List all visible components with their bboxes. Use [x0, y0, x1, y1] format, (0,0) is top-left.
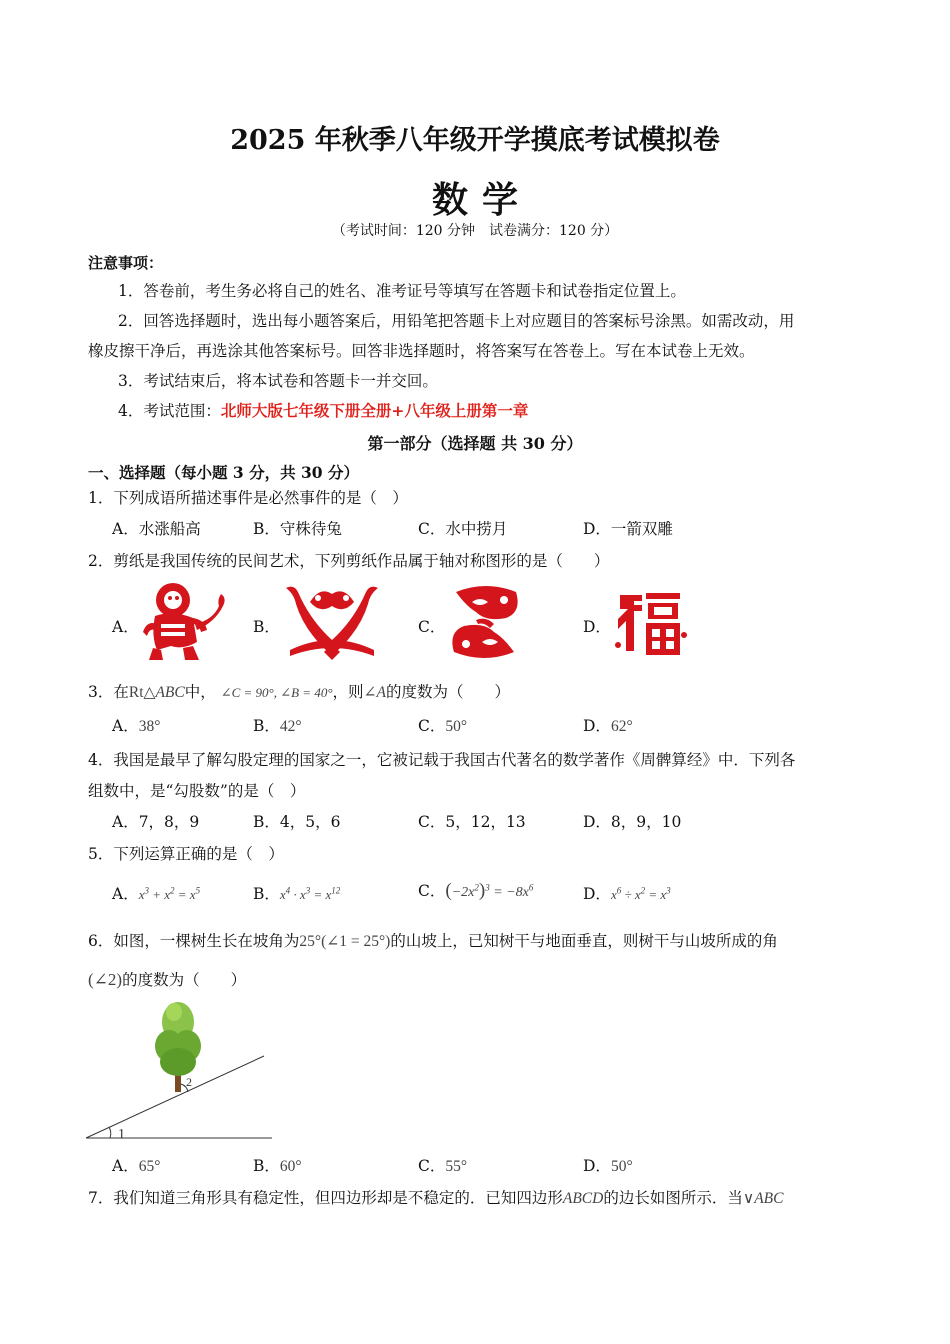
q6-option-a[interactable]: A．65°	[112, 1157, 161, 1175]
q3-option-a[interactable]: A．38°	[112, 717, 161, 735]
q1-option-b[interactable]: B．守株待兔	[253, 520, 342, 538]
q3-stem	[88, 680, 510, 702]
q5-option-c-expr: $(-2x^2)^3 = -8x^6$	[445, 880, 534, 901]
q6-angle-2: (∠2)	[88, 970, 123, 989]
q1-option-c[interactable]: C．水中捞月	[418, 520, 508, 538]
q7-tail: ∨ABC	[742, 1190, 784, 1207]
q1-stem: 1．下列成语所描述事件是必然事件的是（ ）	[88, 489, 408, 507]
q4-stem-line1: 4．我国是最早了解勾股定理的国家之一，它被记载于我国古代著名的数学著作《周髀算经》中．下列各	[88, 751, 796, 769]
q3-rt: Rt△	[128, 684, 156, 701]
q6-option-c[interactable]: C．55°	[418, 1157, 468, 1175]
section-one-heading: 一、选择题（每小题 3 分，共 30 分）	[88, 463, 359, 482]
q2-option-c[interactable]: C．	[418, 618, 446, 636]
q1-option-d[interactable]: D．一箭双雕	[583, 520, 673, 538]
q6-text-2: 的山坡上，已知树干与地面垂直，则树干与山坡所成的角	[390, 932, 778, 950]
q3-option-d[interactable]: D．62°	[583, 717, 633, 735]
note-3: 3．考试结束后，将本试卷和答题卡一并交回。	[118, 372, 438, 390]
note-4-prefix: 4．考试范围：	[118, 402, 221, 420]
q7-stem	[88, 1186, 783, 1208]
q3-option-a-value: 38°	[138, 718, 161, 735]
q3-option-b[interactable]: B．42°	[253, 717, 302, 735]
papercut-fu-character-image	[612, 585, 688, 661]
q5-option-c[interactable]: C．$(-2x^2)^3 = -8x^6$	[418, 880, 534, 901]
q6-figure	[84, 1000, 274, 1142]
q5-option-b[interactable]: B．$x^4 \cdot x^3 = x^{12}$	[253, 885, 341, 903]
note-1: 1．答卷前，考生务必将自己的姓名、准考证号等填写在答题卡和试卷指定位置上。	[118, 282, 686, 300]
tree-icon	[155, 1002, 201, 1092]
q6-stem-line2	[88, 968, 246, 990]
q3-option-c-value: 50°	[445, 718, 468, 735]
subject-title: 数学	[431, 179, 532, 221]
note-2-line1: 2．回答选择题时，选出每小题答案后，用铅笔把答题卡上对应题目的答案标号涂黑。如需改动，用	[118, 312, 795, 330]
q7-text-1: 7．我们知道三角形具有稳定性，但四边形却是不稳定的．已知四边形	[88, 1189, 563, 1207]
q6-stem-line1	[88, 929, 778, 951]
part-one-heading: 第一部分（选择题 共 30 分）	[367, 434, 583, 453]
papercut-monkey-image	[135, 580, 231, 662]
q6-text-3: 的度数为（ ）	[122, 971, 247, 989]
angle-1-label: 1	[118, 1127, 125, 1142]
angle-2-label: 2	[186, 1075, 192, 1089]
q2-option-b[interactable]: B．	[253, 618, 280, 636]
q4-option-b[interactable]: B．4，5，6	[253, 813, 341, 831]
q2-option-d[interactable]: D．	[583, 618, 611, 636]
q3-text-3: ，则	[332, 683, 364, 701]
q6-option-b[interactable]: B．60°	[253, 1157, 302, 1175]
q3-option-d-value: 62°	[610, 718, 633, 735]
exam-scope: 北师大版七年级下册全册+八年级上册第一章	[220, 402, 529, 420]
q3-option-c[interactable]: C．50°	[418, 717, 468, 735]
q6-condition: 25°(∠1 = 25°)	[299, 933, 391, 950]
q2-option-a[interactable]: A．	[112, 618, 139, 636]
exam-title: 2025 年秋季八年级开学摸底考试模拟卷	[230, 125, 720, 156]
q3-triangle-name: ABC	[155, 684, 185, 701]
papercut-fish-pair-image	[446, 582, 524, 662]
q6-text-1: 6．如图，一棵树生长在坡角为	[88, 932, 300, 950]
q5-option-a-expr: $x^3 + x^2 = x^5$	[138, 885, 201, 902]
note-2-line2: 橡皮擦干净后，再选涂其他答案标号。回答非选择题时，将答案写在答卷上。写在本试卷上无效。	[88, 342, 755, 360]
q1-option-a[interactable]: A．水涨船高	[112, 520, 201, 538]
notes-heading: 注意事项：	[88, 254, 164, 272]
q5-option-d-expr: $x^6 \div x^2 = x^3$	[610, 885, 671, 902]
q3-text-4: 的度数为（ ）	[386, 683, 511, 701]
q3-angle-a: ∠A	[363, 684, 387, 701]
q4-option-c[interactable]: C．5，12，13	[418, 813, 526, 831]
q6-option-a-value: 65°	[138, 1158, 161, 1175]
q7-quad-name: ABCD	[562, 1190, 604, 1207]
q5-option-b-expr: $x^4 \cdot x^3 = x^{12}$	[279, 885, 341, 902]
q6-option-c-value: 55°	[445, 1158, 468, 1175]
q3-text-2: 中，	[184, 683, 216, 701]
q5-option-a[interactable]: A．$x^3 + x^2 = x^5$	[112, 885, 201, 903]
q6-option-b-value: 60°	[279, 1158, 302, 1175]
note-4	[118, 399, 528, 421]
angle-1-arc	[109, 1127, 111, 1138]
q6-option-d[interactable]: D．50°	[583, 1157, 633, 1175]
q4-option-d[interactable]: D．8，9，10	[583, 813, 682, 831]
q4-stem-line2: 组数中，是“勾股数”的是（ ）	[88, 782, 306, 800]
time-info: （考试时间：120 分钟 试卷满分：120 分）	[331, 223, 619, 239]
q3-text-1: 3．在	[88, 683, 129, 701]
q5-stem: 5．下列运算正确的是（ ）	[88, 845, 284, 863]
q3-condition: ∠C = 90°, ∠B = 40°	[220, 685, 333, 700]
q7-text-2: 的边长如图所示．当	[603, 1189, 743, 1207]
q3-option-b-value: 42°	[279, 718, 302, 735]
q2-stem: 2．剪纸是我国传统的民间艺术，下列剪纸作品属于轴对称图形的是（ ）	[88, 552, 610, 570]
q4-option-a[interactable]: A．7，8，9	[112, 813, 200, 831]
papercut-fish-image	[280, 580, 384, 662]
q6-option-d-value: 50°	[610, 1158, 633, 1175]
q5-option-d[interactable]: D．$x^6 \div x^2 = x^3$	[583, 885, 671, 903]
